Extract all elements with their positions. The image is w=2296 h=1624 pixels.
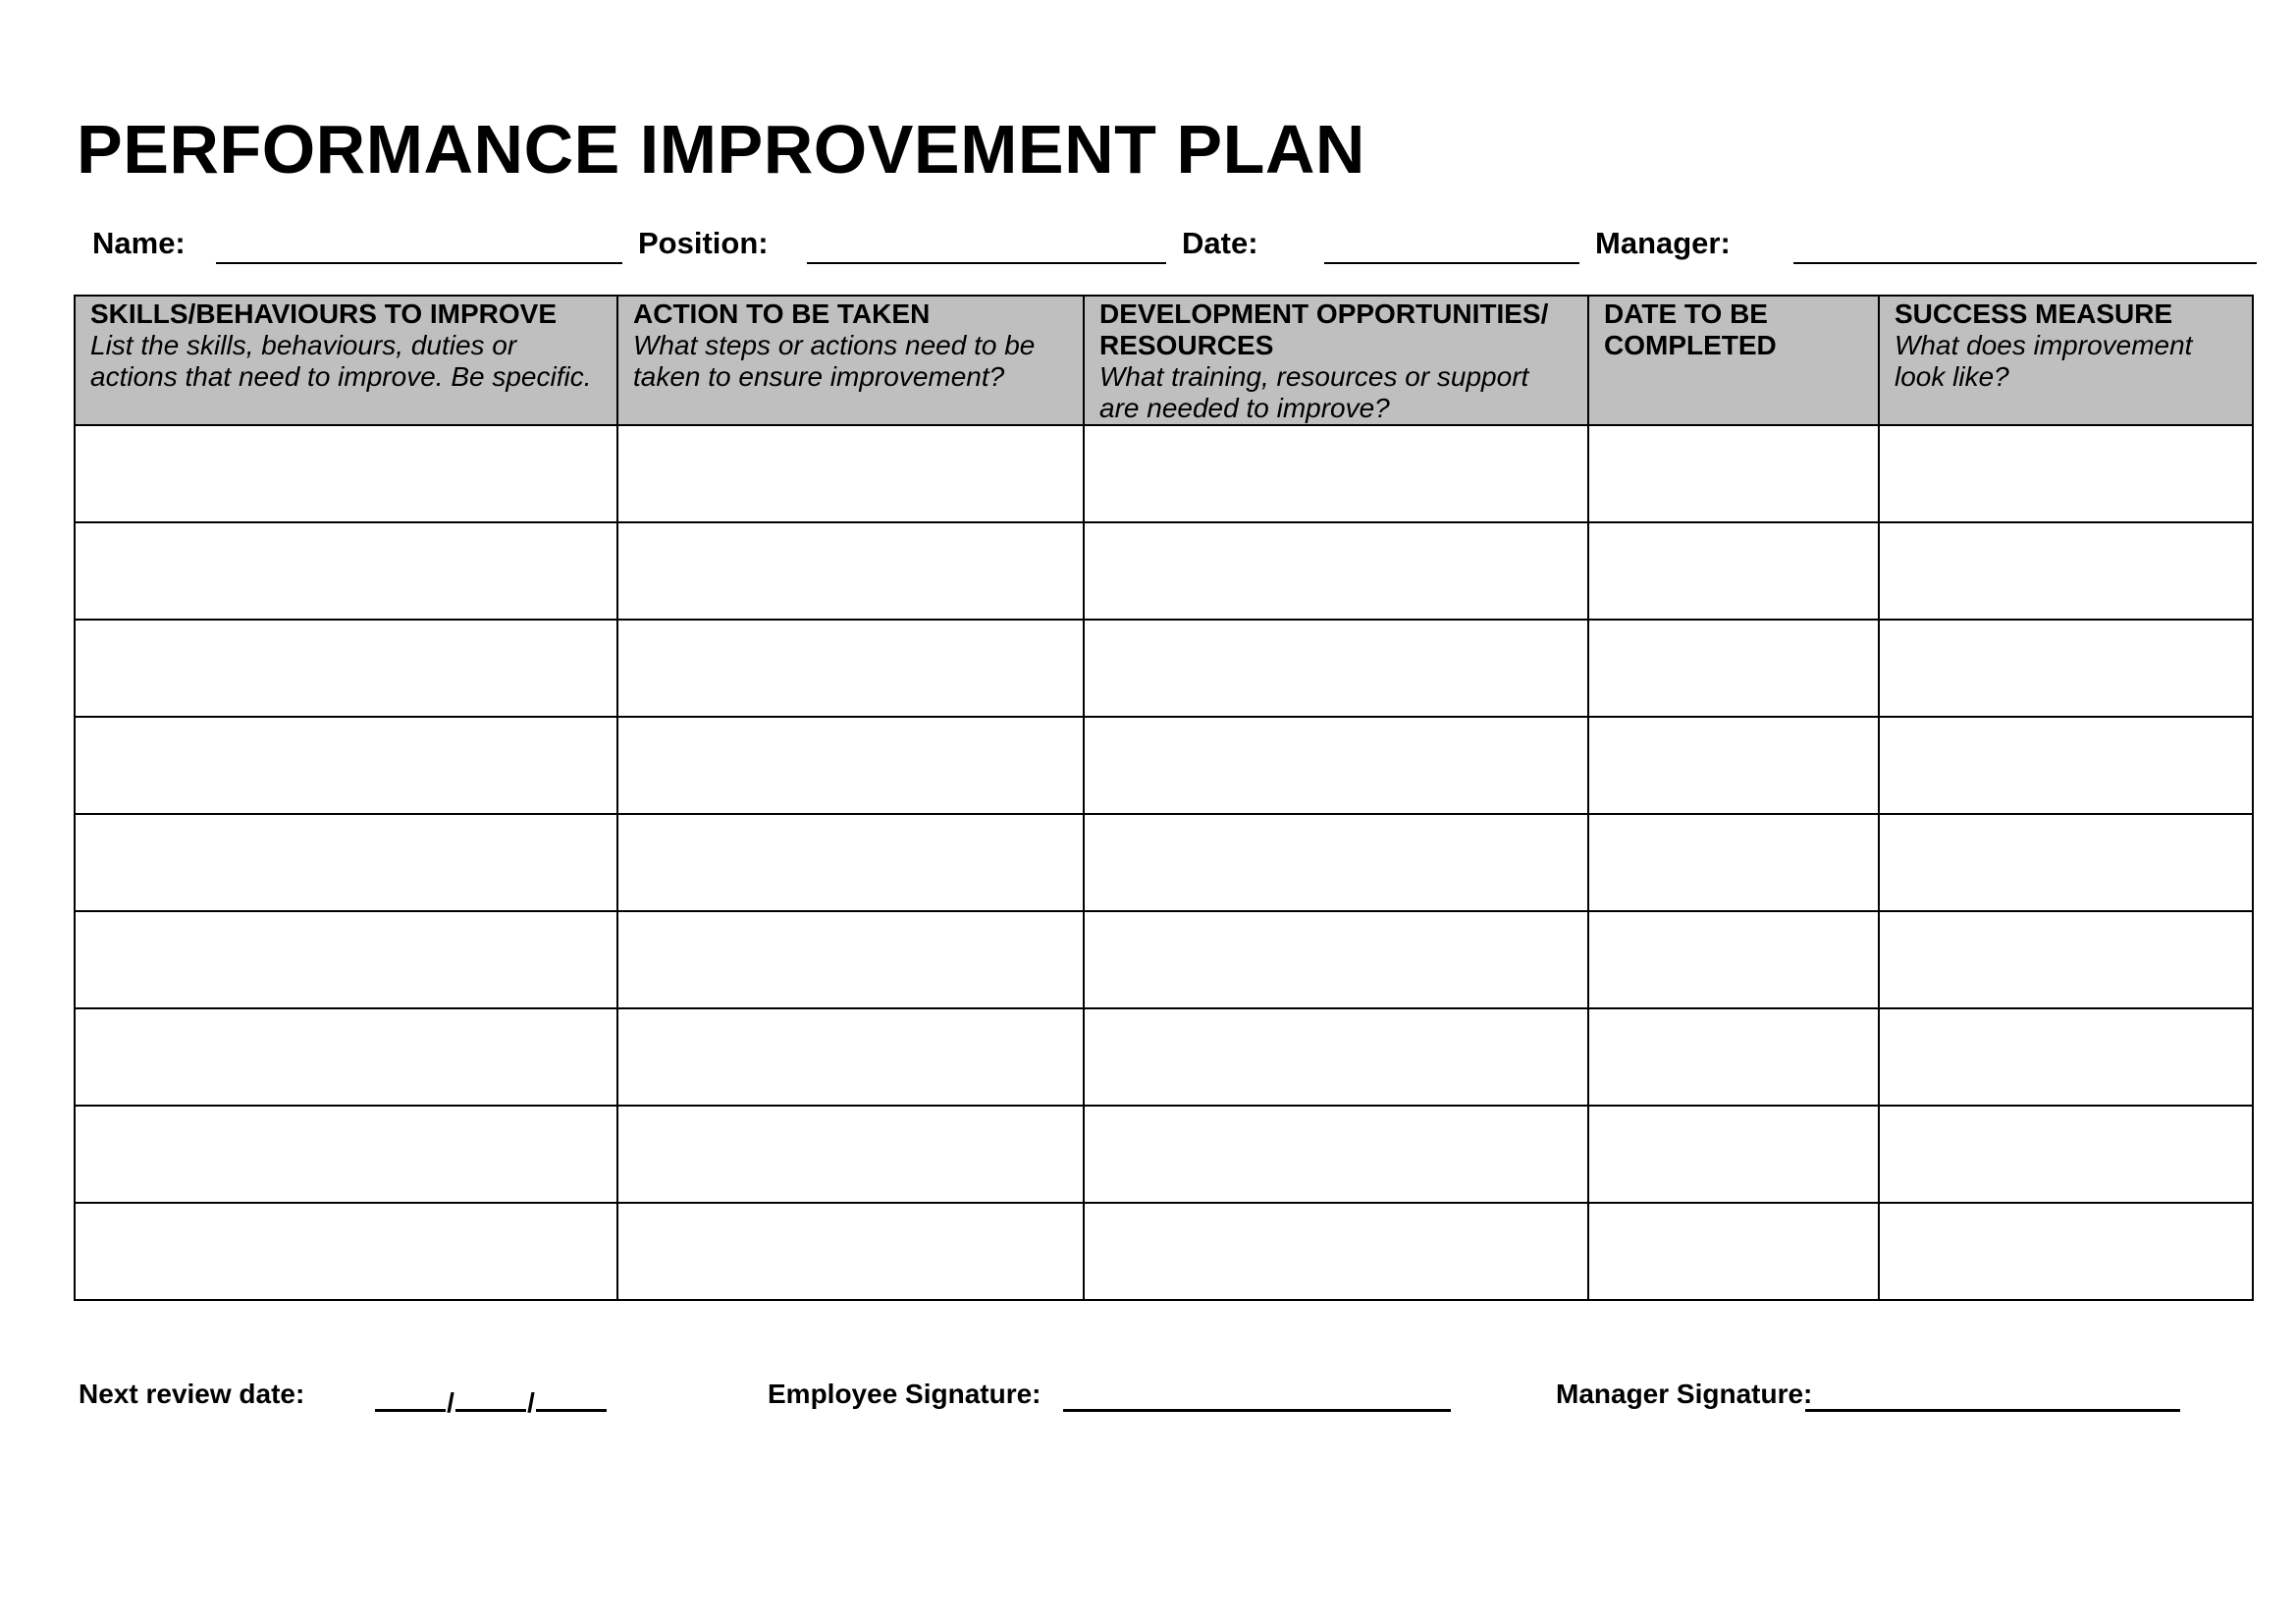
column-subtitle: What steps or actions need to be taken to ensure improvement? [633,330,1036,392]
table-cell[interactable] [75,1106,617,1203]
table-cell[interactable] [1588,425,1879,522]
table-cell[interactable] [617,1203,1084,1300]
table-cell[interactable] [1879,620,2253,717]
column-header-date [1588,296,1879,425]
table-cell[interactable] [75,1008,617,1106]
table-cell[interactable] [75,1203,617,1300]
employee-signature-field[interactable] [1063,1409,1451,1412]
table-cell[interactable] [1588,717,1879,814]
table-cell[interactable] [75,522,617,620]
column-title: SUCCESS MEASURE [1895,298,2173,329]
column-header-success [1879,296,2253,425]
column-title: ACTION TO BE TAKEN [633,298,931,329]
table-cell[interactable] [617,1008,1084,1106]
table-cell[interactable] [1879,1106,2253,1203]
table-header-row [75,296,2253,425]
column-header-development [1084,296,1588,425]
review-day-slot[interactable] [375,1379,446,1412]
position-label: Position: [638,226,769,260]
position-field[interactable] [807,262,1166,264]
table-cell[interactable] [1084,522,1588,620]
column-title: DATE TO BE COMPLETED [1604,298,1777,360]
column-title: DEVELOPMENT OPPORTUNITIES/ RESOURCES [1099,298,1549,360]
manager-field[interactable] [1793,262,2257,264]
table-cell[interactable] [1879,1203,2253,1300]
column-title: SKILLS/BEHAVIOURS TO IMPROVE [90,298,558,329]
table-row [75,911,2253,1008]
table-cell[interactable] [1879,425,2253,522]
date-field[interactable] [1324,262,1579,264]
table-cell[interactable] [1084,620,1588,717]
table-cell[interactable] [617,814,1084,911]
table-row [75,1106,2253,1203]
table-cell[interactable] [75,814,617,911]
table-row [75,522,2253,620]
review-month-slot[interactable] [455,1379,526,1412]
date-label: Date: [1182,226,1258,260]
table-cell[interactable] [1879,814,2253,911]
table-cell[interactable] [1879,911,2253,1008]
table-cell[interactable] [1084,814,1588,911]
table-cell[interactable] [1084,1106,1588,1203]
table-cell[interactable] [1588,620,1879,717]
manager-signature-field[interactable] [1805,1409,2180,1412]
table-cell[interactable] [1084,1203,1588,1300]
table-row [75,620,2253,717]
plan-table [74,295,2254,1301]
table-cell[interactable] [1588,814,1879,911]
table-cell[interactable] [1084,911,1588,1008]
column-subtitle: What training, resources or support are needed to improve? [1099,361,1529,423]
table-cell[interactable] [617,522,1084,620]
table-cell[interactable] [617,425,1084,522]
table-cell[interactable] [1588,522,1879,620]
manager-label: Manager: [1595,226,1731,260]
table-cell[interactable] [75,717,617,814]
table-cell[interactable] [1084,425,1588,522]
table-cell[interactable] [1879,1008,2253,1106]
table-row [75,1203,2253,1300]
date-separator: / [447,1387,454,1418]
next-review-label: Next review date: [79,1379,305,1409]
table-cell[interactable] [617,911,1084,1008]
employee-signature-label: Employee Signature: [768,1379,1041,1409]
manager-signature-label: Manager Signature: [1556,1379,1813,1409]
review-year-slot[interactable] [536,1379,607,1412]
page-title: PERFORMANCE IMPROVEMENT PLAN [77,111,1365,188]
table-row [75,425,2253,522]
name-label: Name: [92,226,186,260]
table-cell[interactable] [1588,1203,1879,1300]
table-row [75,814,2253,911]
table-row [75,717,2253,814]
name-field[interactable] [216,262,622,264]
table-cell[interactable] [75,620,617,717]
next-review-date-field [375,1379,607,1419]
column-subtitle: List the skills, behaviours, duties or actions that need to improve. Be specific. [90,330,592,392]
table-cell[interactable] [75,911,617,1008]
date-separator: / [527,1387,535,1418]
column-subtitle: What does improvement look like? [1895,330,2193,392]
table-cell[interactable] [617,717,1084,814]
column-header-skills [75,296,617,425]
table-cell[interactable] [1588,911,1879,1008]
table-cell[interactable] [1084,1008,1588,1106]
table-cell[interactable] [1588,1008,1879,1106]
column-header-action [617,296,1084,425]
table-cell[interactable] [1084,717,1588,814]
table-cell[interactable] [617,620,1084,717]
table-cell[interactable] [75,425,617,522]
table-cell[interactable] [617,1106,1084,1203]
table-cell[interactable] [1879,717,2253,814]
table-cell[interactable] [1879,522,2253,620]
table-row [75,1008,2253,1106]
table-cell[interactable] [1588,1106,1879,1203]
